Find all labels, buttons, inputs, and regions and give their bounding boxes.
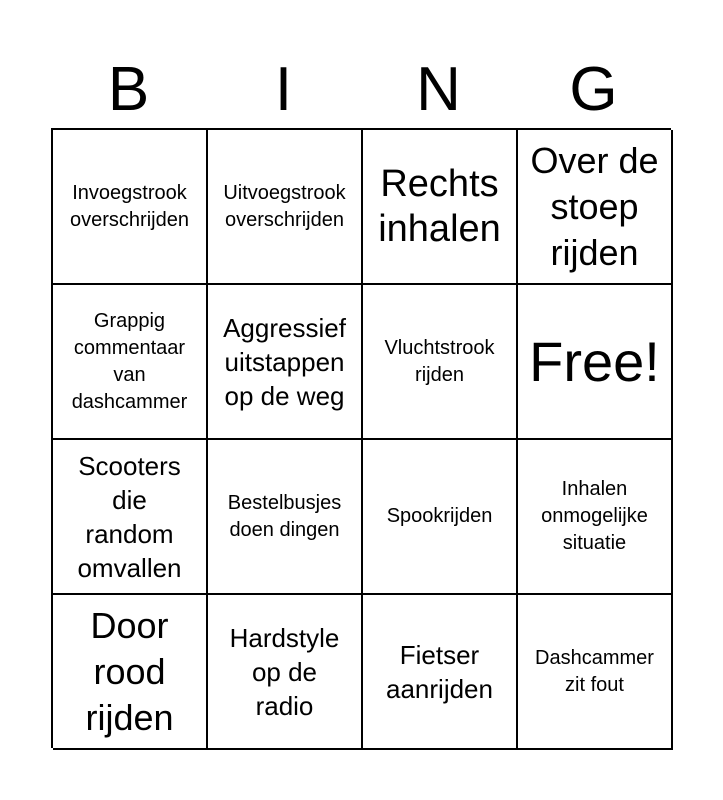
cell-text: Hardstyle op de radio bbox=[229, 622, 340, 721]
cell-text: Aggressief uitstappen op de weg bbox=[223, 312, 346, 411]
cell-text: Invoegstrook overschrijden bbox=[70, 181, 189, 231]
bingo-cell[interactable] bbox=[363, 285, 518, 440]
bingo-cell[interactable] bbox=[208, 440, 363, 595]
bingo-cell[interactable] bbox=[53, 285, 208, 440]
bingo-cell[interactable] bbox=[518, 130, 673, 285]
cell-text: Free! bbox=[529, 329, 660, 393]
header-letter-b: B bbox=[107, 55, 150, 124]
bingo-cell[interactable] bbox=[363, 595, 518, 750]
bingo-cell[interactable] bbox=[53, 595, 208, 750]
bingo-cell[interactable] bbox=[53, 440, 208, 595]
cell-text: Over de stoep rijden bbox=[530, 139, 659, 273]
bingo-board bbox=[51, 128, 671, 748]
cell-text: Spookrijden bbox=[386, 505, 493, 527]
cell-text: Inhalen onmogelijke situatie bbox=[541, 478, 648, 554]
cell-text: Grappig commentaar van dashcammer bbox=[71, 309, 188, 413]
bingo-cell[interactable] bbox=[208, 595, 363, 750]
cell-text: Rechts inhalen bbox=[378, 162, 501, 250]
bingo-cell[interactable] bbox=[363, 440, 518, 595]
cell-text: Dashcammer zit fout bbox=[535, 646, 654, 696]
cell-text: Fietser aanrijden bbox=[386, 639, 493, 704]
cell-text: Uitvoegstrook overschrijden bbox=[223, 181, 346, 231]
bingo-cell[interactable] bbox=[208, 130, 363, 285]
bingo-cell[interactable] bbox=[53, 130, 208, 285]
cell-text: Bestelbusjes doen dingen bbox=[227, 491, 342, 541]
bingo-header bbox=[51, 55, 671, 124]
header-letter-g: G bbox=[569, 55, 618, 124]
header-letter-n: N bbox=[416, 55, 461, 124]
free-space-cell[interactable] bbox=[518, 285, 673, 440]
bingo-cell[interactable] bbox=[363, 130, 518, 285]
bingo-cell[interactable] bbox=[518, 595, 673, 750]
bingo-cell[interactable] bbox=[518, 440, 673, 595]
cell-text: Door rood rijden bbox=[85, 604, 174, 738]
bingo-cell[interactable] bbox=[208, 285, 363, 440]
header-letter-i: I bbox=[274, 55, 293, 124]
cell-text: Vluchtstrook rijden bbox=[384, 336, 495, 386]
cell-text: Scooters die random omvallen bbox=[77, 450, 182, 583]
